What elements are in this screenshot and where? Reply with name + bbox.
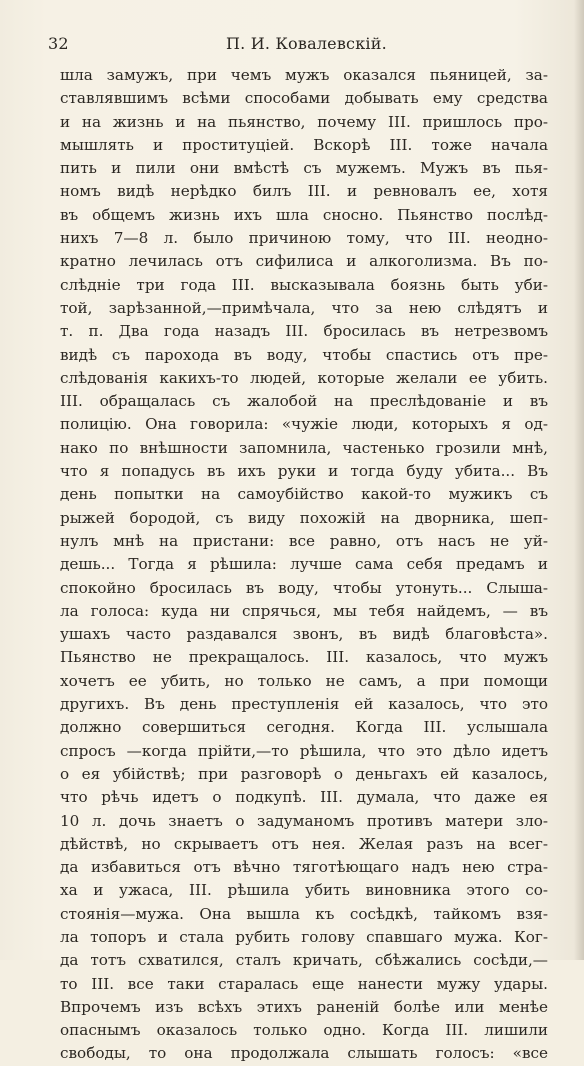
running-head — [48, 34, 548, 54]
page-number: 32 — [48, 34, 69, 53]
text-line: хочетъ ее убить, но только не самъ, а при помощи — [60, 671, 548, 690]
text-line: да избавиться отъ вѣчно тяготѣющаго надъ нею стра- — [60, 858, 548, 877]
text-line: ла голоса: куда ни спрячься, мы тебя найдемъ, — въ — [60, 601, 548, 620]
page-edge-shadow — [574, 0, 584, 960]
text-line: Пьянство не прекращалось. III. казалось, что мужъ — [60, 648, 548, 667]
text-line: о ея убійствѣ; при разговорѣ о деньгахъ ей казалось, — [60, 764, 548, 783]
text-line: ла топоръ и стала рубить голову спавшаго мужа. Ког- — [60, 927, 548, 946]
text-line: спросъ —когда прійти,—то рѣшила, что это дѣло идетъ — [60, 741, 548, 760]
text-line: дѣйствѣ, но скрываетъ отъ нея. Желая разъ на всег- — [60, 834, 548, 853]
text-line: ха и ужаса, III. рѣшила убить виновника этого со- — [60, 881, 548, 900]
text-line: другихъ. Въ день преступленія ей казалось, что это — [60, 695, 548, 714]
text-line: слѣдованія какихъ-то людей, которые желали ее убить. — [60, 368, 548, 387]
text-line: шла замужъ, при чемъ мужъ оказался пьяницей, за- — [60, 66, 548, 84]
text-line: ушахъ часто раздавался звонъ, въ видѣ благовѣста». — [60, 625, 548, 644]
text-line: Впрочемъ изъ всѣхъ этихъ раненій болѣе или менѣе — [60, 997, 548, 1016]
text-line: свободы, то она продолжала слышать голосъ: «все — [60, 1044, 548, 1063]
text-line: рыжей бородой, съ виду похожій на дворника, шеп- — [60, 508, 548, 527]
text-line: т. п. Два года назадъ III. бросилась въ нетрезвомъ — [60, 322, 548, 341]
text-line: опаснымъ оказалось только одно. Когда III. лишили — [60, 1021, 548, 1040]
text-line: слѣдніе три года III. высказывала боязнь быть уби- — [60, 275, 548, 294]
text-line: III. обращалась съ жалобой на преслѣдованіе и въ — [60, 392, 548, 411]
text-line: той, зарѣзанной,—примѣчала, что за нею слѣдятъ и — [60, 298, 548, 317]
text-line: пить и пили они вмѣстѣ съ мужемъ. Мужъ въ пья- — [60, 159, 548, 178]
body-text — [60, 64, 548, 1066]
author-header: П. И. Ковалевскій. — [226, 34, 387, 53]
text-line: нулъ мнѣ на пристани: все равно, отъ насъ не уй- — [60, 531, 548, 550]
text-line: 10 л. дочь знаетъ о задуманомъ противъ матери зло- — [60, 811, 548, 830]
text-line: видѣ съ парохода въ воду, чтобы спастись отъ пре- — [60, 345, 548, 364]
text-line: спокойно бросилась въ воду, чтобы утонуть... Слыша- — [60, 578, 548, 597]
text-line: ставлявшимъ всѣми способами добывать ему средства — [60, 89, 548, 108]
text-line: дешь... Тогда я рѣшила: лучше сама себя предамъ и — [60, 555, 548, 574]
text-line: нако по внѣшности запомнила, частенько грозили мнѣ, — [60, 438, 548, 457]
text-line: кратно лечилась отъ сифилиса и алкоголизма. Въ по- — [60, 252, 548, 271]
text-line: да тотъ схватился, сталъ кричать, сбѣжались сосѣди,— — [60, 951, 548, 970]
text-line: должно совершиться сегодня. Когда III. услышала — [60, 718, 548, 737]
text-line: что рѣчь идетъ о подкупѣ. III. думала, что даже ея — [60, 788, 548, 807]
text-line: и на жизнь и на пьянство, почему III. пришлось про- — [60, 112, 548, 131]
text-line: что я попадусь въ ихъ руки и тогда буду убита... Въ — [60, 462, 548, 481]
text-line: нихъ 7—8 л. было причиною тому, что III. неодно- — [60, 229, 548, 248]
text-line: стоянія—мужа. Она вышла къ сосѣдкѣ, тайкомъ взя- — [60, 904, 548, 923]
text-line: полицію. Она говорила: «чужіе люди, которыхъ я од- — [60, 415, 548, 434]
text-line: мышлять и проституціей. Вскорѣ III. тоже начала — [60, 135, 548, 154]
text-line: то III. все таки старалась еще нанести мужу удары. — [60, 974, 548, 993]
text-line: номъ видѣ нерѣдко билъ III. и ревновалъ ее, хотя — [60, 182, 548, 201]
text-line: въ общемъ жизнь ихъ шла сносно. Пьянство послѣд- — [60, 205, 548, 224]
text-line: день попытки на самоубійство какой-то мужикъ съ — [60, 485, 548, 504]
